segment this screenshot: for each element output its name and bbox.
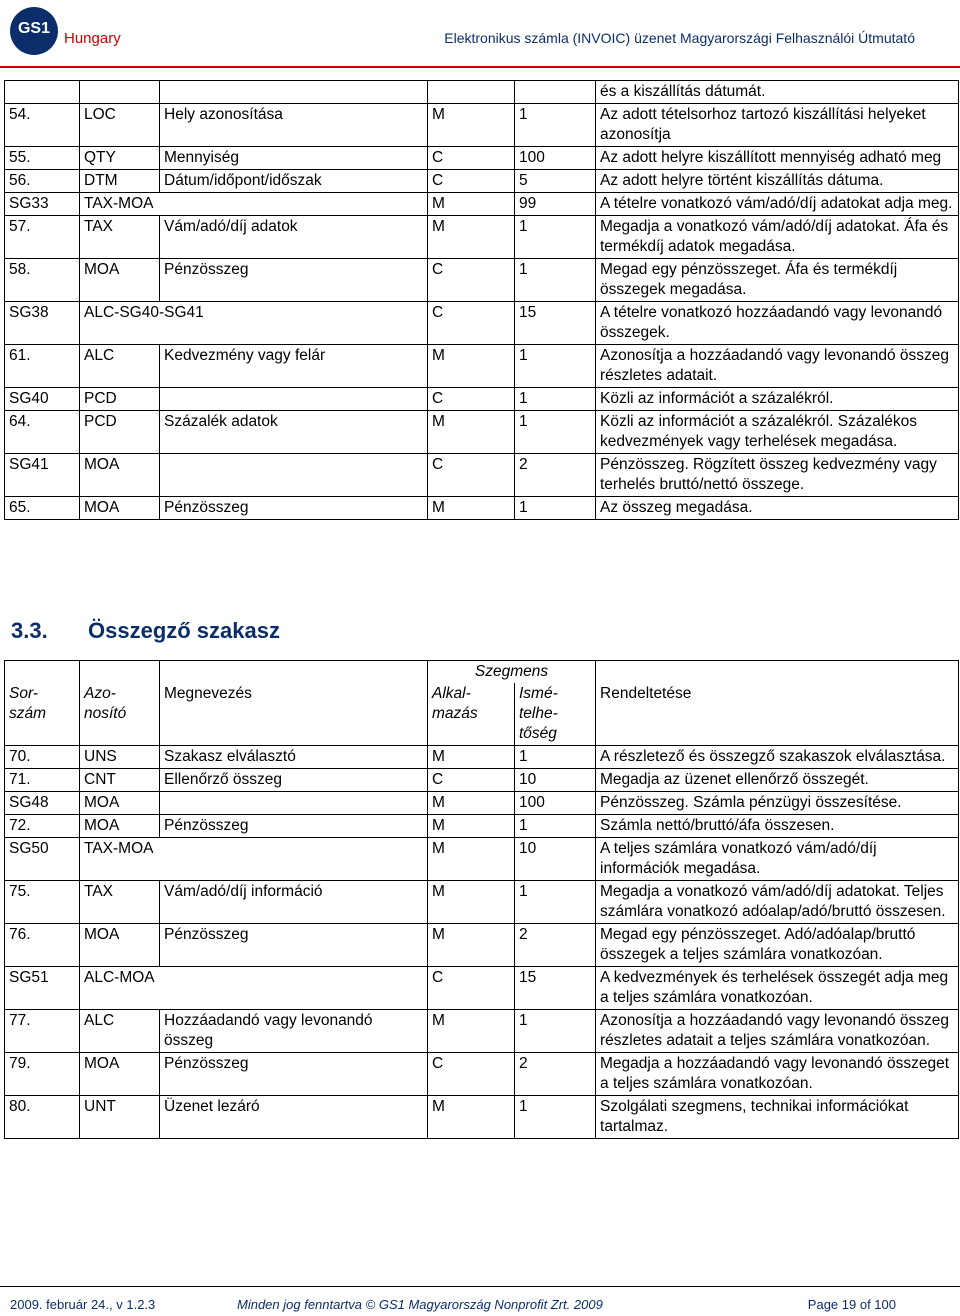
cell-rep: 100 [515, 792, 596, 815]
cell-status: M [428, 497, 515, 520]
cell-status: C [428, 1053, 515, 1096]
logo-text: GS1 [17, 20, 50, 37]
cell-rep: 10 [515, 769, 596, 792]
cell-name [160, 81, 428, 104]
cell-desc: Megadja a vonatkozó vám/adó/díj adatokat. Áfa és termékdíj adatok megadása. [596, 216, 959, 259]
cell-no: 57. [5, 216, 80, 259]
cell-tag: PCD [80, 388, 160, 411]
cell-name: Dátum/időpont/időszak [160, 170, 428, 193]
cell-status: M [428, 216, 515, 259]
cell-name [160, 454, 428, 497]
cell-no: 79. [5, 1053, 80, 1096]
cell-no: 58. [5, 259, 80, 302]
cell-desc: Közli az információt a százalékról. Százalékos kedvezmények vagy terhelések megadása. [596, 411, 959, 454]
cell-name: Üzenet lezáró [160, 1096, 428, 1139]
cell-rep: 1 [515, 216, 596, 259]
cell-rep: 2 [515, 1053, 596, 1096]
cell-tag: TAX-MOA [80, 193, 428, 216]
table-row [5, 302, 959, 345]
cell-desc: Az adott tételsorhoz tartozó kiszállítási helyeket azonosítja [596, 104, 959, 147]
cell-tag [80, 81, 160, 104]
table-row [5, 104, 959, 147]
cell-no: 80. [5, 1096, 80, 1139]
cell-desc: Megad egy pénzösszeget. Áfa és termékdíj összegek megadása. [596, 259, 959, 302]
cell-name: Ellenőrző összeg [160, 769, 428, 792]
table-row [5, 497, 959, 520]
cell-tag: TAX-MOA [80, 838, 428, 881]
cell-rep: 1 [515, 259, 596, 302]
header-name [160, 661, 428, 684]
footer-date-version: 2009. február 24., v 1.2.3 [10, 1297, 156, 1312]
header-no-label: Sor-szám [5, 683, 80, 746]
cell-desc: Az összeg megadása. [596, 497, 959, 520]
header-tag [80, 661, 160, 684]
cell-tag: LOC [80, 104, 160, 147]
cell-status: M [428, 792, 515, 815]
cell-tag: PCD [80, 411, 160, 454]
cell-rep: 5 [515, 170, 596, 193]
cell-status: M [428, 193, 515, 216]
segment-table-detail [4, 80, 959, 520]
cell-rep: 1 [515, 388, 596, 411]
table-row [5, 193, 959, 216]
cell-tag: CNT [80, 769, 160, 792]
cell-rep: 10 [515, 838, 596, 881]
cell-name: Vám/adó/díj adatok [160, 216, 428, 259]
cell-no: 76. [5, 924, 80, 967]
cell-status: M [428, 1010, 515, 1053]
section-title: Összegző szakasz [88, 618, 280, 643]
table-row [5, 81, 959, 104]
cell-rep: 1 [515, 1096, 596, 1139]
cell-no [5, 81, 80, 104]
table-row [5, 388, 959, 411]
cell-rep: 2 [515, 924, 596, 967]
table-row [5, 454, 959, 497]
cell-tag: UNT [80, 1096, 160, 1139]
cell-no: 65. [5, 497, 80, 520]
cell-desc: Közli az információt a százalékról. [596, 388, 959, 411]
cell-status [428, 81, 515, 104]
cell-rep: 1 [515, 815, 596, 838]
cell-name: Pénzösszeg [160, 259, 428, 302]
table-row [5, 345, 959, 388]
cell-name [160, 792, 428, 815]
cell-no: 71. [5, 769, 80, 792]
cell-no: 55. [5, 147, 80, 170]
cell-rep: 1 [515, 411, 596, 454]
cell-desc: A tételre vonatkozó vám/adó/díj adatokat adja meg. [596, 193, 959, 216]
table-row [5, 792, 959, 815]
cell-rep: 1 [515, 1010, 596, 1053]
cell-tag: MOA [80, 792, 160, 815]
cell-tag: TAX [80, 881, 160, 924]
cell-status: C [428, 967, 515, 1010]
cell-no: SG50 [5, 838, 80, 881]
table-row [5, 746, 959, 769]
table-row [5, 1053, 959, 1096]
cell-name: Pénzösszeg [160, 924, 428, 967]
cell-name: Szakasz elválasztó [160, 746, 428, 769]
cell-tag: MOA [80, 924, 160, 967]
header-name-label: Megnevezés [160, 683, 428, 746]
table-row [5, 815, 959, 838]
cell-desc: Pénzösszeg. Rögzített összeg kedvezmény vagy terhelés bruttó/nettó összege. [596, 454, 959, 497]
cell-desc: Azonosítja a hozzáadandó vagy levonandó összeg részletes adatait. [596, 345, 959, 388]
cell-no: SG48 [5, 792, 80, 815]
cell-tag: MOA [80, 1053, 160, 1096]
cell-no: SG51 [5, 967, 80, 1010]
cell-no: 70. [5, 746, 80, 769]
cell-status: C [428, 769, 515, 792]
cell-name: Hozzáadandó vagy levonandó összeg [160, 1010, 428, 1053]
header-tag-label: Azo-nosító [80, 683, 160, 746]
header-no [5, 661, 80, 684]
cell-no: 75. [5, 881, 80, 924]
cell-no: 61. [5, 345, 80, 388]
cell-tag: MOA [80, 259, 160, 302]
header-segment: Szegmens [428, 661, 596, 684]
table-row [5, 170, 959, 193]
cell-desc: Szolgálati szegmens, technikai információkat tartalmaz. [596, 1096, 959, 1139]
table-row [5, 259, 959, 302]
cell-tag: ALC [80, 1010, 160, 1053]
cell-rep: 99 [515, 193, 596, 216]
cell-rep: 1 [515, 345, 596, 388]
cell-desc: Megadja az üzenet ellenőrző összegét. [596, 769, 959, 792]
cell-desc: Azonosítja a hozzáadandó vagy levonandó összeg részletes adatait a teljes számlára vonatkozóan. [596, 1010, 959, 1053]
cell-status: C [428, 147, 515, 170]
cell-tag: ALC [80, 345, 160, 388]
cell-name: Hely azonosítása [160, 104, 428, 147]
cell-no: 54. [5, 104, 80, 147]
cell-rep: 1 [515, 497, 596, 520]
cell-name: Vám/adó/díj információ [160, 881, 428, 924]
cell-name: Mennyiség [160, 147, 428, 170]
document-title: Elektronikus számla (INVOIC) üzenet Magyarországi Felhasználói Útmutató [444, 30, 915, 46]
gs1-logo-icon [10, 7, 58, 55]
cell-desc: A kedvezmények és terhelések összegét adja meg a teljes számlára vonatkozóan. [596, 967, 959, 1010]
table-header-row [5, 683, 959, 746]
table-row [5, 924, 959, 967]
table-row [5, 769, 959, 792]
cell-status: C [428, 454, 515, 497]
cell-tag: MOA [80, 497, 160, 520]
cell-rep: 15 [515, 302, 596, 345]
cell-rep: 2 [515, 454, 596, 497]
cell-status: C [428, 259, 515, 302]
header-desc [596, 661, 959, 684]
cell-name: Pénzösszeg [160, 497, 428, 520]
cell-name [160, 388, 428, 411]
cell-desc: és a kiszállítás dátumát. [596, 81, 959, 104]
table-row [5, 1010, 959, 1053]
segment-table-summary [4, 660, 959, 1139]
table-row [5, 411, 959, 454]
cell-status: M [428, 345, 515, 388]
table-header-row [5, 661, 959, 684]
cell-tag: ALC-SG40-SG41 [80, 302, 428, 345]
cell-tag: ALC-MOA [80, 967, 428, 1010]
cell-desc: Az adott helyre kiszállított mennyiség adható meg [596, 147, 959, 170]
footer-page-number: Page 19 of 100 [807, 1297, 896, 1312]
footer-copyright: Minden jog fenntartva © GS1 Magyarország Nonprofit Zrt. 2009 [237, 1297, 603, 1312]
cell-status: M [428, 1096, 515, 1139]
header-desc-label: Rendeltetése [596, 683, 959, 746]
cell-rep [515, 81, 596, 104]
cell-name: Kedvezmény vagy felár [160, 345, 428, 388]
cell-no: 56. [5, 170, 80, 193]
cell-status: M [428, 924, 515, 967]
header-rep-label: Ismé-telhe-tőség [515, 683, 596, 746]
cell-status: M [428, 746, 515, 769]
cell-rep: 1 [515, 746, 596, 769]
cell-no: SG33 [5, 193, 80, 216]
cell-status: C [428, 170, 515, 193]
section-heading [11, 618, 280, 644]
header-status-label: Alkal-mazás [428, 683, 515, 746]
cell-tag: MOA [80, 454, 160, 497]
cell-status: M [428, 411, 515, 454]
cell-no: 77. [5, 1010, 80, 1053]
cell-name: Pénzösszeg [160, 1053, 428, 1096]
cell-no: SG40 [5, 388, 80, 411]
cell-tag: QTY [80, 147, 160, 170]
section-number: 3.3. [11, 618, 48, 643]
cell-status: M [428, 104, 515, 147]
cell-tag: UNS [80, 746, 160, 769]
cell-no: SG41 [5, 454, 80, 497]
country-label: Hungary [64, 30, 121, 47]
table-row [5, 216, 959, 259]
cell-desc: A részletező és összegző szakaszok elválasztása. [596, 746, 959, 769]
cell-desc: Megadja a vonatkozó vám/adó/díj adatokat. Teljes számlára vonatkozó adóalap/adó/bruttó összesen. [596, 881, 959, 924]
cell-tag: MOA [80, 815, 160, 838]
cell-status: M [428, 815, 515, 838]
cell-desc: A teljes számlára vonatkozó vám/adó/díj információk megadása. [596, 838, 959, 881]
cell-desc: Az adott helyre történt kiszállítás dátuma. [596, 170, 959, 193]
cell-desc: A tételre vonatkozó hozzáadandó vagy levonandó összegek. [596, 302, 959, 345]
table-row [5, 838, 959, 881]
cell-rep: 15 [515, 967, 596, 1010]
cell-desc: Számla nettó/bruttó/áfa összesen. [596, 815, 959, 838]
cell-rep: 1 [515, 881, 596, 924]
cell-no: SG38 [5, 302, 80, 345]
cell-rep: 100 [515, 147, 596, 170]
cell-status: C [428, 302, 515, 345]
cell-tag: TAX [80, 216, 160, 259]
cell-status: M [428, 838, 515, 881]
page-footer [0, 1286, 960, 1312]
table-row [5, 1096, 959, 1139]
cell-name: Százalék adatok [160, 411, 428, 454]
cell-desc: Megad egy pénzösszeget. Adó/adóalap/bruttó összegek a teljes számlára vonatkozóan. [596, 924, 959, 967]
cell-desc: Pénzösszeg. Számla pénzügyi összesítése. [596, 792, 959, 815]
table-row [5, 147, 959, 170]
cell-rep: 1 [515, 104, 596, 147]
cell-desc: Megadja a hozzáadandó vagy levonandó összeget a teljes számlára vonatkozóan. [596, 1053, 959, 1096]
cell-status: M [428, 881, 515, 924]
cell-tag: DTM [80, 170, 160, 193]
cell-status: C [428, 388, 515, 411]
table-row [5, 967, 959, 1010]
page-header [0, 0, 960, 68]
cell-no: 64. [5, 411, 80, 454]
cell-name: Pénzösszeg [160, 815, 428, 838]
cell-no: 72. [5, 815, 80, 838]
table-row [5, 881, 959, 924]
